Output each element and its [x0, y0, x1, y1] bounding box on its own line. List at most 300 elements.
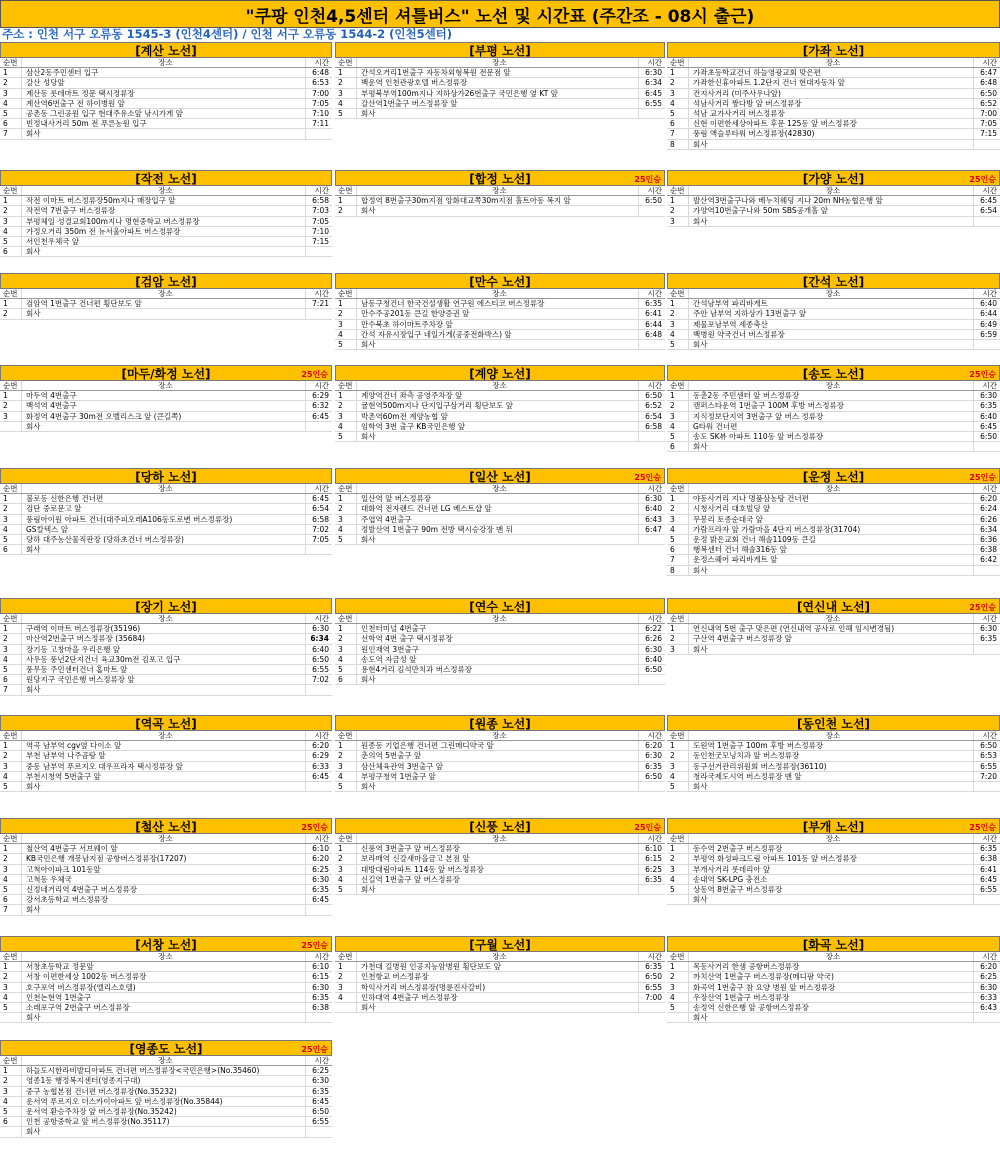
- stop-number: 8: [667, 566, 689, 575]
- stop-time: 6:45: [312, 411, 329, 421]
- table-row: [667, 634, 1000, 644]
- stop-number: 6: [335, 675, 357, 684]
- table-row: [335, 309, 665, 319]
- table-row: [335, 972, 665, 982]
- stop-number: 1: [667, 624, 689, 633]
- stop-place: 계양역건너 좌측 공영주차장 앞: [357, 391, 639, 400]
- stop-place: 장소: [22, 186, 306, 195]
- table-row: [0, 1003, 332, 1013]
- stop-number: 4: [667, 993, 689, 1002]
- stop-place: 운정스퀘어 파리바게트 앞: [689, 555, 974, 564]
- stop-place: 중동 남부역 푸르지오 대우프라자 택시정류장 앞: [22, 762, 306, 771]
- stop-time: 7:20: [980, 771, 997, 781]
- stop-place: 주엽역 4번출구: [357, 515, 639, 524]
- stop-number: 4: [335, 99, 357, 108]
- table-row: [335, 89, 665, 99]
- stop-time: 6:34: [310, 634, 329, 644]
- stop-time: 6:50: [645, 972, 662, 982]
- route-table: [335, 170, 665, 217]
- stop-time: 6:45: [980, 196, 997, 206]
- stop-place: 장소: [357, 289, 639, 298]
- table-row: [335, 330, 665, 340]
- stop-time: 6:20: [645, 741, 662, 751]
- route-header: [667, 170, 1000, 186]
- stop-place: 학익사거리 버스정류장(명륜진사갈비): [357, 983, 639, 992]
- stop-place: 박촌역60m전 계양농협 앞: [357, 412, 639, 421]
- stop-time: 6:10: [312, 844, 329, 854]
- stop-time: [306, 685, 332, 694]
- stop-number: 5: [335, 665, 357, 674]
- route-header: [0, 170, 332, 186]
- stop-time: [306, 905, 332, 914]
- table-header-row: [335, 834, 665, 844]
- stop-time: 6:15: [645, 854, 662, 864]
- stop-number: 5: [0, 782, 22, 791]
- stop-time: 시간: [314, 484, 329, 493]
- stop-place: 제물포남부역 세종축산: [689, 320, 974, 329]
- stop-place: 가천대 길병원 인공지능암병원 횡단보도 앞: [357, 962, 639, 971]
- route-table: [0, 365, 332, 432]
- stop-time: [306, 129, 332, 138]
- stop-place: 하늘도시한라비발디아파트 건너편 버스정류장<국민은행>(No.35460): [22, 1066, 306, 1075]
- table-row: [0, 545, 332, 555]
- stop-place: 사우동 풍년2단지건너 육교30m전 김포고 입구: [22, 655, 306, 664]
- stop-time: 6:58: [645, 421, 662, 431]
- stop-number: 1: [0, 1066, 22, 1075]
- stop-place: 회사: [357, 675, 639, 684]
- table-row: [0, 645, 332, 655]
- stop-place: 연신내역 5번 출구 맞은편 (연신내역 공사로 인해 임시변경됨): [689, 624, 974, 633]
- seat-badge: 25인승: [301, 823, 328, 832]
- table-row: [667, 442, 1000, 452]
- stop-number: 2: [335, 206, 357, 215]
- stop-time: 6:30: [980, 982, 997, 992]
- route-header: [667, 273, 1000, 289]
- stop-time: 6:48: [312, 68, 329, 78]
- stop-number: 순번: [667, 484, 689, 493]
- stop-place: 호구포역 버스정류장(엘리스호텔): [22, 983, 306, 992]
- stop-number: 3: [0, 412, 22, 421]
- stop-number: 4: [335, 875, 357, 884]
- stop-time: 6:40: [980, 299, 997, 309]
- stop-time: 6:34: [980, 524, 997, 534]
- route-name: [가좌 노선]: [802, 43, 865, 58]
- stop-time: 6:54: [645, 411, 662, 421]
- table-header-row: [0, 381, 332, 391]
- stop-place: 마산역2번출구 버스정류장 (35684): [22, 634, 306, 643]
- stop-place: 춘의역 5번출구 앞: [357, 751, 639, 760]
- stop-place: 석남 교가사거리 버스정류장: [689, 109, 974, 118]
- route-header: [335, 936, 665, 952]
- route-name: [화곡 노선]: [802, 937, 865, 952]
- stop-time: [639, 432, 665, 441]
- table-header-row: [667, 834, 1000, 844]
- route-name: [원종 노선]: [469, 716, 531, 731]
- stop-number: 6: [0, 1117, 22, 1126]
- stop-number: 3: [0, 645, 22, 654]
- stop-time: 6:47: [645, 524, 662, 534]
- stop-time: 6:30: [980, 391, 997, 401]
- table-row: [0, 227, 332, 237]
- table-row: [667, 401, 1000, 411]
- stop-place: 장소: [22, 834, 306, 843]
- stop-place: 검암역 1번출구 건너편 횡단보도 앞: [22, 299, 306, 308]
- stop-number: 5: [667, 109, 689, 118]
- table-row: [0, 68, 332, 78]
- table-row: [335, 206, 665, 216]
- table-row: [667, 68, 1000, 78]
- stop-number: 순번: [335, 731, 357, 740]
- stop-place: 인하대역 4번출구 버스정류장: [357, 993, 639, 1002]
- stop-time: 6:33: [312, 761, 329, 771]
- table-row: [335, 401, 665, 411]
- stop-time: [639, 109, 665, 118]
- table-row: [667, 782, 1000, 792]
- table-row: [0, 983, 332, 993]
- stop-place: 장소: [22, 381, 306, 390]
- table-row: [667, 741, 1000, 751]
- stop-place: G타워 건너편: [689, 422, 974, 431]
- stop-number: 4: [667, 525, 689, 534]
- stop-number: 순번: [0, 186, 22, 195]
- stop-number: 순번: [0, 1056, 22, 1065]
- stop-number: 1: [667, 494, 689, 503]
- stop-place: 철산역 4번출구 서브웨이 앞: [22, 844, 306, 853]
- table-header-row: [0, 614, 332, 624]
- table-row: [0, 885, 332, 895]
- stop-time: [639, 340, 665, 349]
- stop-time: 시간: [314, 952, 329, 961]
- stop-place: 장소: [357, 952, 639, 961]
- stop-number: 6: [0, 895, 22, 904]
- stop-place: 회사: [689, 1013, 974, 1022]
- route-table: [335, 468, 665, 545]
- table-row: [0, 972, 332, 982]
- stop-number: 1: [335, 196, 357, 205]
- stop-place: 화곡역 1번출구 참 요양 병원 앞 버스정류장: [689, 983, 974, 992]
- route-name: [일산 노선]: [469, 469, 531, 484]
- stop-time: 6:30: [312, 982, 329, 992]
- table-header-row: [335, 186, 665, 196]
- stop-place: 장소: [357, 834, 639, 843]
- stop-time: 시간: [647, 952, 662, 961]
- stop-place: 삼산체육관역 3번출구 앞: [357, 762, 639, 771]
- stop-time: 시간: [647, 381, 662, 390]
- table-row: [667, 299, 1000, 309]
- stop-time: [306, 782, 332, 791]
- stop-place: 회사: [689, 442, 974, 451]
- stop-time: [974, 442, 1000, 451]
- stop-number: 순번: [0, 952, 22, 961]
- stop-place: 임학역 3번 출구 KB국민은행 앞: [357, 422, 639, 431]
- seat-badge: 25인승: [301, 1045, 328, 1054]
- stop-time: 6:30: [980, 624, 997, 634]
- table-header-row: [667, 289, 1000, 299]
- stop-number: 2: [667, 309, 689, 318]
- table-header-row: [0, 58, 332, 68]
- stop-place: 부천시청역 5번출구 앞: [22, 772, 306, 781]
- stop-place: 동구선거관리위원회 버스정류장(36110): [689, 762, 974, 771]
- stop-place: 무봉리 토종순대국 앞: [689, 515, 974, 524]
- stop-time: 6:55: [980, 761, 997, 771]
- stop-number: 순번: [0, 381, 22, 390]
- table-row: [0, 624, 332, 634]
- stop-number: 순번: [667, 614, 689, 623]
- route-header: [0, 273, 332, 289]
- stop-time: 6:50: [645, 771, 662, 781]
- route-header: [667, 715, 1000, 731]
- stop-time: [306, 1127, 332, 1136]
- stop-place: 부평구청역 1번출구 앞: [357, 772, 639, 781]
- stop-place: 장소: [689, 58, 974, 67]
- stop-number: 2: [0, 854, 22, 863]
- stop-time: 6:45: [312, 771, 329, 781]
- stop-place: 목동사거리 한샘 공항버스정류장: [689, 962, 974, 971]
- stop-number: 2: [0, 206, 22, 215]
- stop-time: 시간: [314, 614, 329, 623]
- table-row: [667, 412, 1000, 422]
- stop-place: 선학역 4번 출구 택시정류장: [357, 634, 639, 643]
- table-row: [667, 751, 1000, 761]
- table-row: [667, 320, 1000, 330]
- table-row: [667, 566, 1000, 576]
- stop-time: 6:50: [980, 741, 997, 751]
- stop-place: 신길역 1번출구 앞 버스정류장: [357, 875, 639, 884]
- route-table: [667, 365, 1000, 452]
- stop-number: 4: [0, 993, 22, 1002]
- stop-time: 7:02: [312, 524, 329, 534]
- stop-place: 원종동 기업은행 건너편 그린메디약국 앞: [357, 741, 639, 750]
- stop-time: [639, 206, 665, 215]
- stop-time: 시간: [314, 834, 329, 843]
- table-row: [335, 504, 665, 514]
- table-row: [335, 854, 665, 864]
- table-row: [0, 905, 332, 915]
- stop-place: 인천 공항중학교 앞 버스정류장(No.35117): [22, 1117, 306, 1126]
- route-table: [0, 1040, 332, 1138]
- table-row: [0, 535, 332, 545]
- stop-place: 회사: [22, 422, 306, 431]
- stop-time: 7:02: [312, 675, 329, 685]
- table-row: [335, 422, 665, 432]
- stop-time: 6:48: [980, 78, 997, 88]
- table-row: [335, 196, 665, 206]
- stop-time: 6:30: [312, 624, 329, 634]
- stop-time: 6:58: [312, 196, 329, 206]
- table-row: [0, 309, 332, 319]
- stop-time: 6:48: [645, 329, 662, 339]
- stop-time: 6:55: [312, 1117, 329, 1127]
- stop-number: 순번: [0, 731, 22, 740]
- stop-place: 강서초등학교 버스정류장: [22, 895, 306, 904]
- table-header-row: [335, 289, 665, 299]
- route-header: [0, 818, 332, 834]
- table-row: [0, 751, 332, 761]
- table-row: [667, 206, 1000, 216]
- table-row: [0, 422, 332, 432]
- stop-place: 신정네거리역 4번출구 버스정류장: [22, 885, 306, 894]
- stop-place: 동춘2동 주민센터 앞 버스정류장: [689, 391, 974, 400]
- stop-time: [306, 422, 332, 431]
- table-row: [335, 432, 665, 442]
- stop-number: 7: [0, 129, 22, 138]
- stop-time: 6:30: [645, 751, 662, 761]
- route-table: [667, 170, 1000, 227]
- stop-time: 시간: [647, 289, 662, 298]
- stop-number: 순번: [335, 484, 357, 493]
- stop-place: 부평북부역100m지나 지하상가26번출구 국민은행 옆 KT 앞: [357, 89, 639, 98]
- stop-time: 6:50: [645, 664, 662, 674]
- stop-time: [639, 885, 665, 894]
- stop-time: 6:36: [980, 534, 997, 544]
- table-row: [667, 1003, 1000, 1013]
- stop-place: 장소: [357, 381, 639, 390]
- stop-number: 1: [335, 624, 357, 633]
- stop-place: 회사: [22, 247, 306, 256]
- stop-place: 회사: [357, 206, 639, 215]
- stop-place: 가정오거리 350m 전 뉴서울아파트 버스정류장: [22, 227, 306, 236]
- stop-time: 6:52: [980, 98, 997, 108]
- stop-place: 까치산역 1번출구 버스정류장(메디팜 약국): [689, 972, 974, 981]
- stop-number: 4: [335, 422, 357, 431]
- stop-number: 2: [0, 309, 22, 318]
- stop-number: 1: [667, 741, 689, 750]
- stop-place: 갈산 성당앞: [22, 78, 306, 87]
- table-row: [667, 1013, 1000, 1023]
- stop-time: 7:10: [312, 226, 329, 236]
- stop-time: 6:35: [980, 634, 997, 644]
- stop-number: 3: [0, 1087, 22, 1096]
- stop-time: 7:05: [312, 98, 329, 108]
- stop-number: 2: [0, 504, 22, 513]
- stop-place: 풍림아이원 아파트 건너(대주피오레A106동도로변 버스정류장): [22, 515, 306, 524]
- stop-place: 회사: [22, 1127, 306, 1136]
- stop-time: 6:43: [980, 1002, 997, 1012]
- stop-number: 4: [0, 525, 22, 534]
- stop-time: 6:25: [980, 972, 997, 982]
- stop-time: 6:55: [980, 884, 997, 894]
- table-row: [0, 217, 332, 227]
- stop-number: 1: [335, 962, 357, 971]
- stop-time: 6:55: [312, 664, 329, 674]
- table-row: [0, 655, 332, 665]
- table-row: [0, 762, 332, 772]
- stop-number: 5: [667, 1003, 689, 1012]
- table-row: [335, 751, 665, 761]
- stop-number: 6: [0, 247, 22, 256]
- table-row: [0, 525, 332, 535]
- stop-number: 2: [667, 854, 689, 863]
- table-row: [335, 782, 665, 792]
- route-header: [335, 42, 665, 58]
- stop-time: 7:00: [645, 992, 662, 1002]
- table-header-row: [335, 731, 665, 741]
- table-row: [335, 535, 665, 545]
- table-row: [0, 993, 332, 1003]
- stop-number: 1: [0, 624, 22, 633]
- stop-place: 장소: [22, 952, 306, 961]
- table-row: [335, 962, 665, 972]
- stop-place: 장소: [357, 484, 639, 493]
- route-name: [영종도 노선]: [129, 1041, 203, 1056]
- stop-number: 순번: [0, 484, 22, 493]
- stop-place: 회사: [357, 535, 639, 544]
- stop-place: 지식정보단지역 3번출구 앞 버스 정류장: [689, 412, 974, 421]
- stop-number: 7: [667, 555, 689, 564]
- table-row: [335, 340, 665, 350]
- stop-number: 3: [0, 217, 22, 226]
- stop-number: 1: [335, 68, 357, 77]
- table-row: [335, 655, 665, 665]
- table-row: [667, 129, 1000, 139]
- table-row: [0, 782, 332, 792]
- stop-place: 석남사거리 짱다방 앞 버스정류장: [689, 99, 974, 108]
- stop-place: 부평체일 성결교회100m지나 명현중학교 버스정류장: [22, 217, 306, 226]
- stop-place: 장소: [22, 58, 306, 67]
- table-row: [0, 78, 332, 88]
- stop-place: 검단 중로문고 앞: [22, 504, 306, 513]
- stop-place: 회사: [22, 309, 306, 318]
- table-row: [0, 401, 332, 411]
- stop-place: 역곡 남부역 cgv옆 다이소 앞: [22, 741, 306, 750]
- stop-number: 4: [0, 99, 22, 108]
- stop-time: 6:41: [980, 864, 997, 874]
- table-row: [0, 741, 332, 751]
- stop-number: 2: [667, 206, 689, 215]
- stop-number: 6: [0, 675, 22, 684]
- stop-number: 3: [667, 515, 689, 524]
- table-row: [335, 515, 665, 525]
- route-name: [간석 노선]: [802, 274, 865, 289]
- stop-place: 장소: [689, 614, 974, 623]
- route-name: [동인천 노선]: [796, 716, 871, 731]
- table-row: [335, 665, 665, 675]
- table-row: [667, 196, 1000, 206]
- stop-time: 6:22: [645, 624, 662, 634]
- stop-number: 순번: [0, 834, 22, 843]
- stop-time: 6:50: [312, 654, 329, 664]
- stop-number: 5: [0, 1003, 22, 1012]
- stop-number: 3: [667, 645, 689, 654]
- table-row: [0, 685, 332, 695]
- stop-number: 6: [667, 442, 689, 451]
- stop-number: 순번: [335, 186, 357, 195]
- stop-number: [667, 1013, 689, 1022]
- stop-time: 6:26: [980, 514, 997, 524]
- stop-place: 운서역 푸르지오 더스카이아파트 앞 버스정류장(No.35844): [22, 1097, 306, 1106]
- stop-number: 순번: [0, 614, 22, 623]
- stop-time: [306, 247, 332, 256]
- route-table: [0, 818, 332, 916]
- stop-place: 귤현역500m지나 단지입구삼거리 횡단보도 앞: [357, 401, 639, 410]
- table-row: [335, 844, 665, 854]
- table-row: [335, 741, 665, 751]
- stop-place: 용현4거리 김석만치과 버스정류장: [357, 665, 639, 674]
- stop-place: 장소: [22, 731, 306, 740]
- stop-place: 풍림 액슬루타워 버스정류장(42830): [689, 129, 974, 138]
- route-name: [만수 노선]: [469, 274, 531, 289]
- stop-time: 시간: [647, 186, 662, 195]
- stop-time: 6:30: [312, 874, 329, 884]
- stop-time: 시간: [982, 614, 997, 623]
- stop-number: 2: [0, 972, 22, 981]
- stop-time: 6:47: [980, 68, 997, 78]
- stop-place: 상동역 8번출구 버스정류장: [689, 885, 974, 894]
- stop-number: 2: [667, 751, 689, 760]
- stop-number: 1: [667, 962, 689, 971]
- route-table: [0, 170, 332, 257]
- table-row: [0, 515, 332, 525]
